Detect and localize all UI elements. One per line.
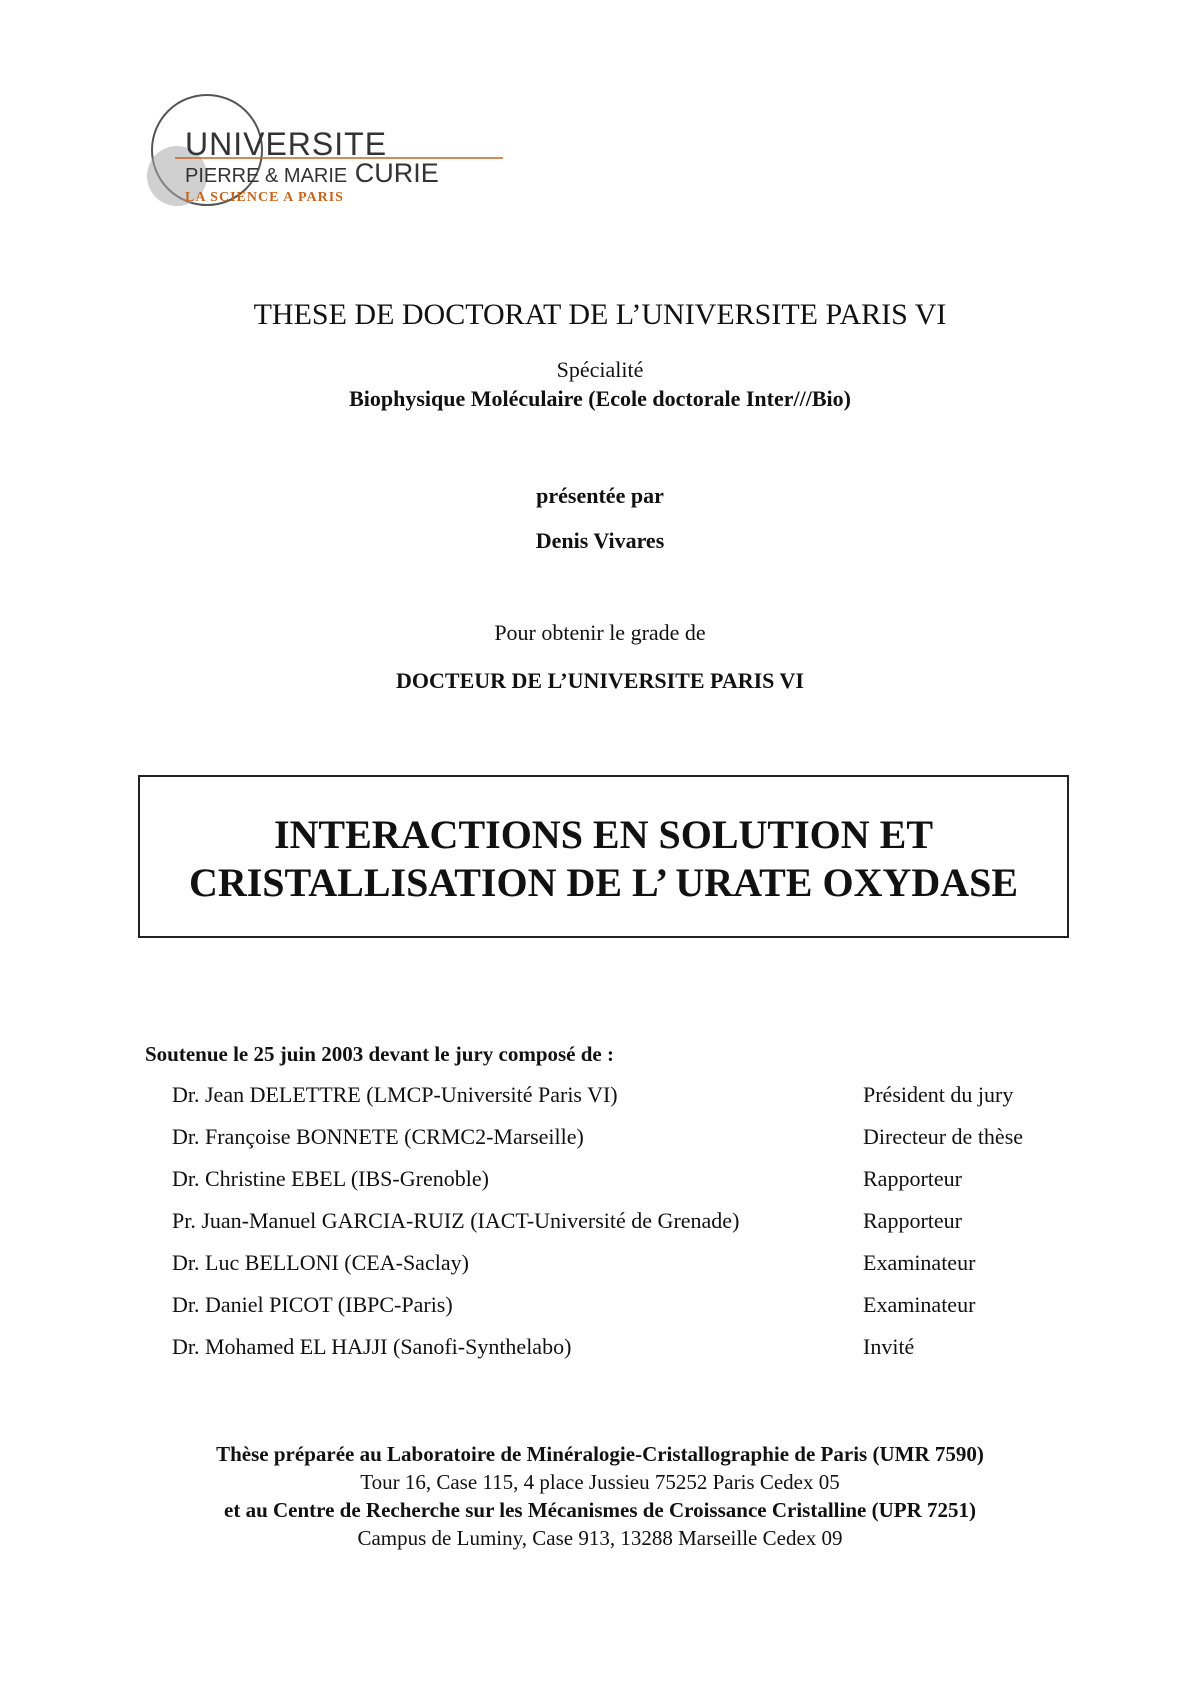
lab-1-name: Thèse préparée au Laboratoire de Minéralogie-Cristallographie de Paris (UMR 7590) — [216, 1442, 984, 1466]
thesis-title-line-1: INTERACTIONS EN SOLUTION ET — [273, 812, 934, 857]
jury-member-role: Examinateur — [863, 1292, 976, 1317]
jury-row — [172, 1082, 1072, 1124]
thesis-heading: THESE DE DOCTORAT DE L’UNIVERSITE PARIS VI — [253, 298, 947, 331]
logo-line-2 — [185, 158, 439, 189]
logo-line-2b: CURIE — [354, 158, 439, 188]
logo-line-1: UNIVERSITE — [185, 126, 388, 162]
author-name: Denis Vivares — [535, 528, 665, 553]
jury-member-name: Dr. Daniel PICOT (IBPC-Paris) — [172, 1292, 453, 1317]
logo-line-2a: PIERRE & MARIE — [185, 165, 348, 187]
jury-member-role: Président du jury — [863, 1082, 1014, 1107]
logo-tagline: LA SCIENCE A PARIS — [185, 190, 344, 205]
jury-member-role: Rapporteur — [863, 1166, 962, 1191]
jury-member-name: Dr. Jean DELETTRE (LMCP-Université Paris VI) — [172, 1082, 618, 1107]
presented-by-label: présentée par — [536, 483, 664, 508]
jury-member-role: Invité — [863, 1334, 915, 1359]
lab-2-address: Campus de Luminy, Case 913, 13288 Marseille Cedex 09 — [357, 1526, 843, 1550]
jury-member-role: Examinateur — [863, 1250, 976, 1275]
jury-member-role: Rapporteur — [863, 1208, 962, 1233]
jury-member-name: Dr. Françoise BONNETE (CRMC2-Marseille) — [172, 1124, 584, 1149]
thesis-title-line-2: CRISTALLISATION DE L’ URATE OXYDASE — [188, 860, 1019, 905]
jury-row — [172, 1124, 1072, 1166]
lab-2-name: et au Centre de Recherche sur les Mécanismes de Croissance Cristalline (UPR 7251) — [224, 1498, 976, 1522]
jury-row — [172, 1250, 1072, 1292]
jury-row — [172, 1208, 1072, 1250]
jury-member-name: Pr. Juan-Manuel GARCIA-RUIZ (IACT-Université de Grenade) — [172, 1208, 740, 1233]
specialite-label: Spécialité — [556, 357, 644, 382]
defense-intro: Soutenue le 25 juin 2003 devant le jury composé de : — [145, 1042, 614, 1066]
jury-member-role: Directeur de thèse — [863, 1124, 1024, 1149]
jury-row — [172, 1292, 1072, 1334]
thesis-title-box — [138, 775, 1069, 938]
jury-member-name: Dr. Luc BELLONI (CEA-Saclay) — [172, 1250, 469, 1275]
grade-label: Pour obtenir le grade de — [494, 620, 706, 645]
jury-list — [172, 1082, 1072, 1376]
specialite-value: Biophysique Moléculaire (Ecole doctorale Inter///Bio) — [349, 386, 851, 411]
university-logo — [145, 88, 525, 218]
jury-member-name: Dr. Christine EBEL (IBS-Grenoble) — [172, 1166, 489, 1191]
jury-member-name: Dr. Mohamed EL HAJJI (Sanofi-Synthelabo) — [172, 1334, 572, 1359]
jury-row — [172, 1166, 1072, 1208]
grade-value: DOCTEUR DE L’UNIVERSITE PARIS VI — [396, 668, 804, 693]
lab-1-address: Tour 16, Case 115, 4 place Jussieu 75252 Paris Cedex 05 — [360, 1470, 840, 1494]
jury-row — [172, 1334, 1072, 1376]
